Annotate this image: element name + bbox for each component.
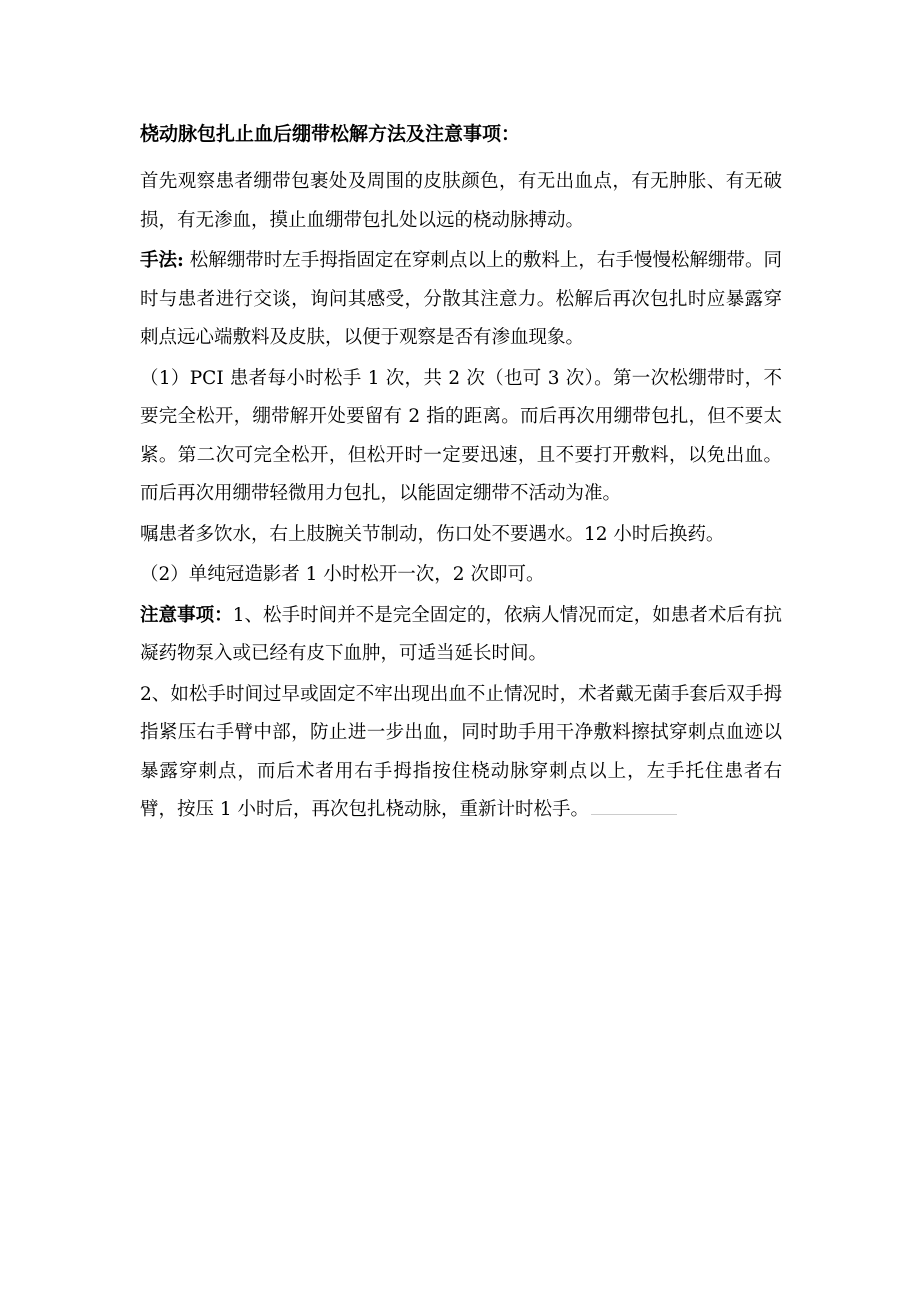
document-page	[140, 121, 782, 832]
paragraph-precautions	[140, 597, 782, 674]
paragraph-pci-patients: （1）PCI 患者每小时松手 1 次，共 2 次（也可 3 次）。第一次松绷带时，不要完全松开，绷带解开处要留有 2 指的距离。而后再次用绷带包扎，但不要太紧。第二次可完全松开，但松开时一定要迅速，且不要打开敷料，以免出血。而后再次用绷带轻微用力包扎，以能固定绷带不活动为准。	[140, 367, 782, 504]
paragraph-coronary-angiography: （2）单纯冠造影者 1 小时松开一次，2 次即可。	[140, 564, 545, 585]
paragraph-bleeding-handling	[140, 676, 782, 830]
paragraph-observation: 首先观察患者绷带包裹处及周围的皮肤颜色，有无出血点，有无肿胀、有无破损，有无渗血，摸止血绷带包扎处以远的桡动脉搏动。	[140, 171, 782, 231]
paragraph-technique	[140, 242, 782, 358]
precautions-label: 注意事项：	[140, 604, 233, 626]
trailing-underline	[591, 814, 677, 815]
paragraph-instructions: 嘱患者多饮水，右上肢腕关节制动，伤口处不要遇水。12 小时后换药。	[140, 523, 725, 545]
document-title: 桡动脉包扎止血后绷带松解方法及注意事项：	[140, 123, 521, 145]
technique-text: 松解绷带时左手拇指固定在穿刺点以上的敷料上，右手慢慢松解绷带。同时与患者进行交谈，询问其感受，分散其注意力。松解后再次包扎时应暴露穿刺点远心端敷料及皮肤，以便于观察是否有渗血现象。	[140, 250, 782, 348]
precautions-text: 1、松手时间并不是完全固定的，依病人情况而定，如患者术后有抗凝药物泵入或已经有皮下血肿，可适当延长时间。	[140, 604, 782, 664]
technique-label: 手法:	[140, 250, 184, 271]
bleeding-handling-text: 2、如松手时间过早或固定不牢出现出血不止情况时，术者戴无菌手套后双手拇指紧压右手臂中部，防止进一步出血，同时助手用干净敷料擦拭穿刺点血迹以暴露穿刺点，而后术者用右手拇指按住桡动脉穿刺点以上，左手托住患者右臂，按压 1 小时后，再次包扎桡动脉，重新计时松手。	[140, 683, 782, 820]
